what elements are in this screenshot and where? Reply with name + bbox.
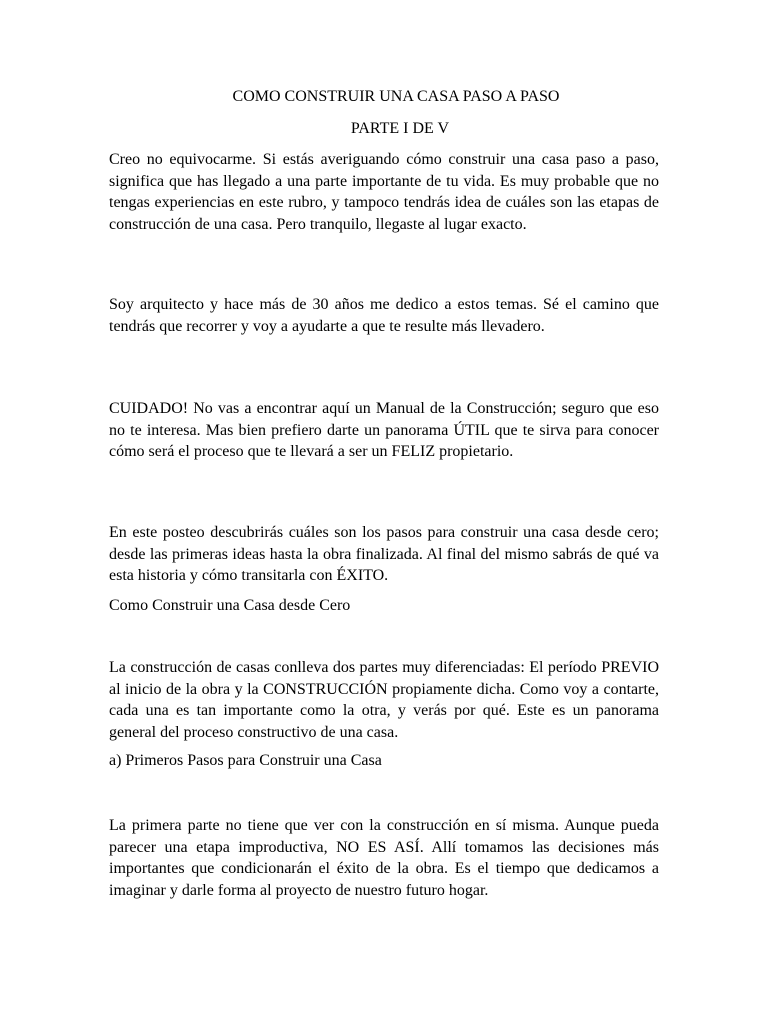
- section-heading-primeros-pasos: a) Primeros Pasos para Construir una Casa: [109, 752, 382, 769]
- paragraph-two-parts: La construcción de casas conlleva dos partes muy diferenciadas: El período PREVIO al inicio de la obra y la CONSTRUCCIÓN propiamente dicha. Como voy a contarte, cada una es tan importante como la otra, y verás por qué. Este es un panorama general del proceso constructivo de una casa.: [109, 659, 659, 741]
- paragraph-warning: CUIDADO! No vas a encontrar aquí un Manual de la Construcción; seguro que eso no te interesa. Mas bien prefiero darte un panorama ÚTIL que te sirva para conocer cómo será el proceso que te llevará a ser un FELIZ propietario.: [109, 400, 659, 460]
- paragraph-architect: Soy arquitecto y hace más de 30 años me dedico a estos temas. Sé el camino que tendrás que recorrer y voy a ayudarte a que te resulte más llevadero.: [109, 296, 659, 335]
- document-title: COMO CONSTRUIR UNA CASA PASO A PASO: [232, 88, 560, 105]
- paragraph-intro: Creo no equivocarme. Si estás averiguando cómo construir una casa paso a paso, significa que has llegado a una parte importante de tu vida. Es muy probable que no tengas experiencias en este rubro, y tampoco tendrás idea de cuáles son las etapas de construcción de una casa. Pero tranquilo, llegaste al lugar exacto.: [109, 151, 659, 233]
- paragraph-post-overview: En este posteo descubrirás cuáles son los pasos para construir una casa desde cero; desde las primeras ideas hasta la obra finalizada. Al final del mismo sabrás de qué va esta historia y cómo transitarla con ÉXITO.: [109, 524, 659, 584]
- section-heading-desde-cero: Como Construir una Casa desde Cero: [109, 597, 351, 614]
- document-subtitle: PARTE I DE V: [350, 120, 450, 137]
- paragraph-first-part: La primera parte no tiene que ver con la construcción en sí misma. Aunque pueda parecer una etapa improductiva, NO ES ASÍ. Allí tomamos las decisiones más importantes que condicionarán el éxito de la obra. Es el tiempo que dedicamos a imaginar y darle forma al proyecto de nuestro futuro hogar.: [109, 817, 659, 899]
